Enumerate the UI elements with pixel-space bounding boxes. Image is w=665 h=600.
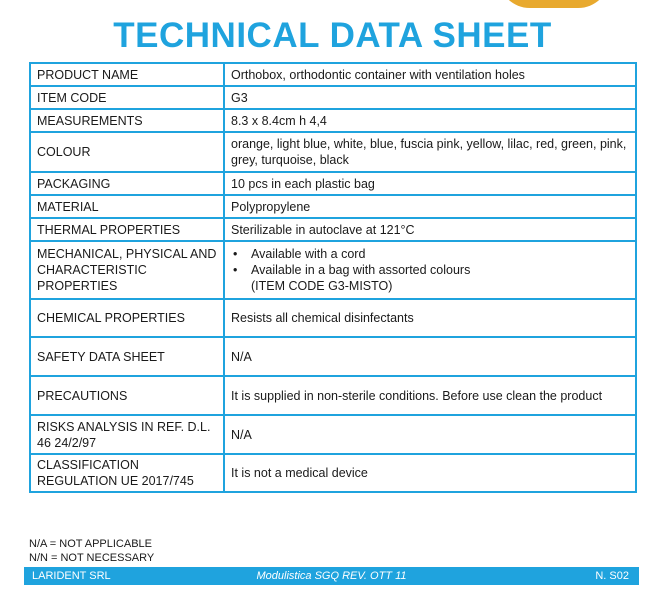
row-value: It is supplied in non-sterile conditions. Before use clean the product [224, 376, 636, 415]
row-value: orange, light blue, white, blue, fuscia pink, yellow, lilac, red, green, pink, grey, turquoise, black [224, 132, 636, 172]
row-value [224, 241, 636, 299]
table-row [30, 241, 636, 299]
table-row [30, 376, 636, 415]
row-value: 10 pcs in each plastic bag [224, 172, 636, 195]
row-label: PRODUCT NAME [30, 63, 224, 86]
row-value: 8.3 x 8.4cm h 4,4 [224, 109, 636, 132]
table-row [30, 299, 636, 337]
row-value: N/A [224, 337, 636, 376]
footer-company: LARIDENT SRL [32, 570, 111, 582]
table-row [30, 195, 636, 218]
row-label: COLOUR [30, 132, 224, 172]
row-value: N/A [224, 415, 636, 454]
row-label: SAFETY DATA SHEET [30, 337, 224, 376]
row-label: THERMAL PROPERTIES [30, 218, 224, 241]
table-row [30, 218, 636, 241]
table-row [30, 415, 636, 454]
row-label: MEASUREMENTS [30, 109, 224, 132]
row-value: G3 [224, 86, 636, 109]
row-label: ITEM CODE [30, 86, 224, 109]
row-value: Sterilizable in autoclave at 121°C [224, 218, 636, 241]
row-value: Resists all chemical disinfectants [224, 299, 636, 337]
item-code-note: (ITEM CODE G3-MISTO) [251, 279, 393, 293]
row-label: PRECAUTIONS [30, 376, 224, 415]
row-label: CHEMICAL PROPERTIES [30, 299, 224, 337]
footer-doc-number: N. S02 [595, 570, 629, 582]
row-label: MATERIAL [30, 195, 224, 218]
table-row [30, 109, 636, 132]
table-row [30, 86, 636, 109]
row-label: PACKAGING [30, 172, 224, 195]
product-image-fragment [498, 0, 610, 8]
note-line: N/N = NOT NECESSARY [29, 552, 155, 564]
abbreviation-notes [29, 537, 154, 565]
bullet-list [231, 246, 629, 278]
bullet-item: • Available in a bag with assorted colours [231, 262, 629, 278]
footer-bar [24, 567, 639, 585]
footer-form-revision: Modulistica SGQ REV. OTT 11 [256, 570, 407, 582]
table-row [30, 172, 636, 195]
table-row [30, 454, 636, 492]
row-value: Orthobox, orthodontic container with ventilation holes [224, 63, 636, 86]
bullet-item: • Available with a cord [231, 246, 629, 262]
table-row [30, 132, 636, 172]
row-label: MECHANICAL, PHYSICAL AND CHARACTERISTIC PROPERTIES [30, 241, 224, 299]
data-table [29, 62, 637, 493]
row-value: It is not a medical device [224, 454, 636, 492]
page-title: TECHNICAL DATA SHEET [113, 16, 552, 55]
row-label: CLASSIFICATION REGULATION UE 2017/745 [30, 454, 224, 492]
note-line: N/A = NOT APPLICABLE [29, 538, 152, 550]
table-row [30, 63, 636, 86]
row-value: Polypropylene [224, 195, 636, 218]
row-label: RISKS ANALYSIS IN REF. D.L. 46 24/2/97 [30, 415, 224, 454]
table-row [30, 337, 636, 376]
